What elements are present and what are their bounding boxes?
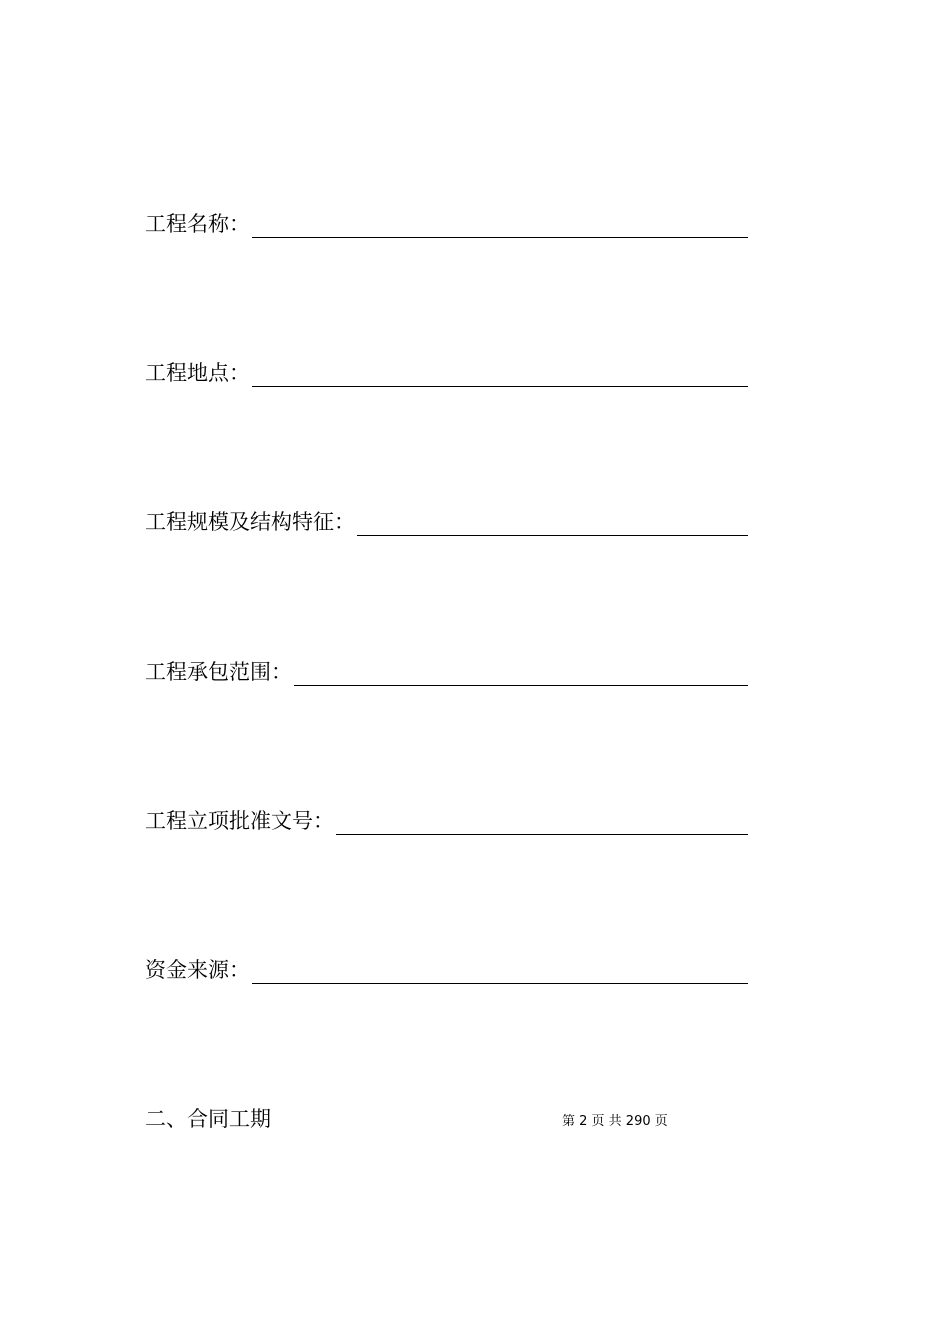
field-blank-funding-source[interactable] xyxy=(252,959,748,984)
field-project-scale xyxy=(145,500,748,536)
field-label-project-name: 工程名称： xyxy=(145,212,250,236)
field-approval-number xyxy=(145,799,748,835)
field-project-name xyxy=(145,202,748,238)
field-blank-project-scale[interactable] xyxy=(357,511,748,536)
field-blank-approval-number[interactable] xyxy=(336,810,748,835)
field-blank-project-location[interactable] xyxy=(252,362,748,387)
field-contract-scope xyxy=(145,650,748,686)
field-blank-contract-scope[interactable] xyxy=(294,661,748,686)
field-label-approval-number: 工程立项批准文号： xyxy=(145,809,334,833)
section-heading-contract-period: 二、合同工期 xyxy=(145,1107,271,1131)
field-label-contract-scope: 工程承包范围： xyxy=(145,660,292,684)
field-label-project-scale: 工程规模及结构特征： xyxy=(145,510,355,534)
field-label-project-location: 工程地点： xyxy=(145,361,250,385)
field-label-funding-source: 资金来源： xyxy=(145,958,250,982)
page-number: 第 2 页 共 290 页 xyxy=(562,1114,668,1129)
field-blank-project-name[interactable] xyxy=(252,213,748,238)
field-project-location xyxy=(145,351,748,387)
field-funding-source xyxy=(145,948,748,984)
